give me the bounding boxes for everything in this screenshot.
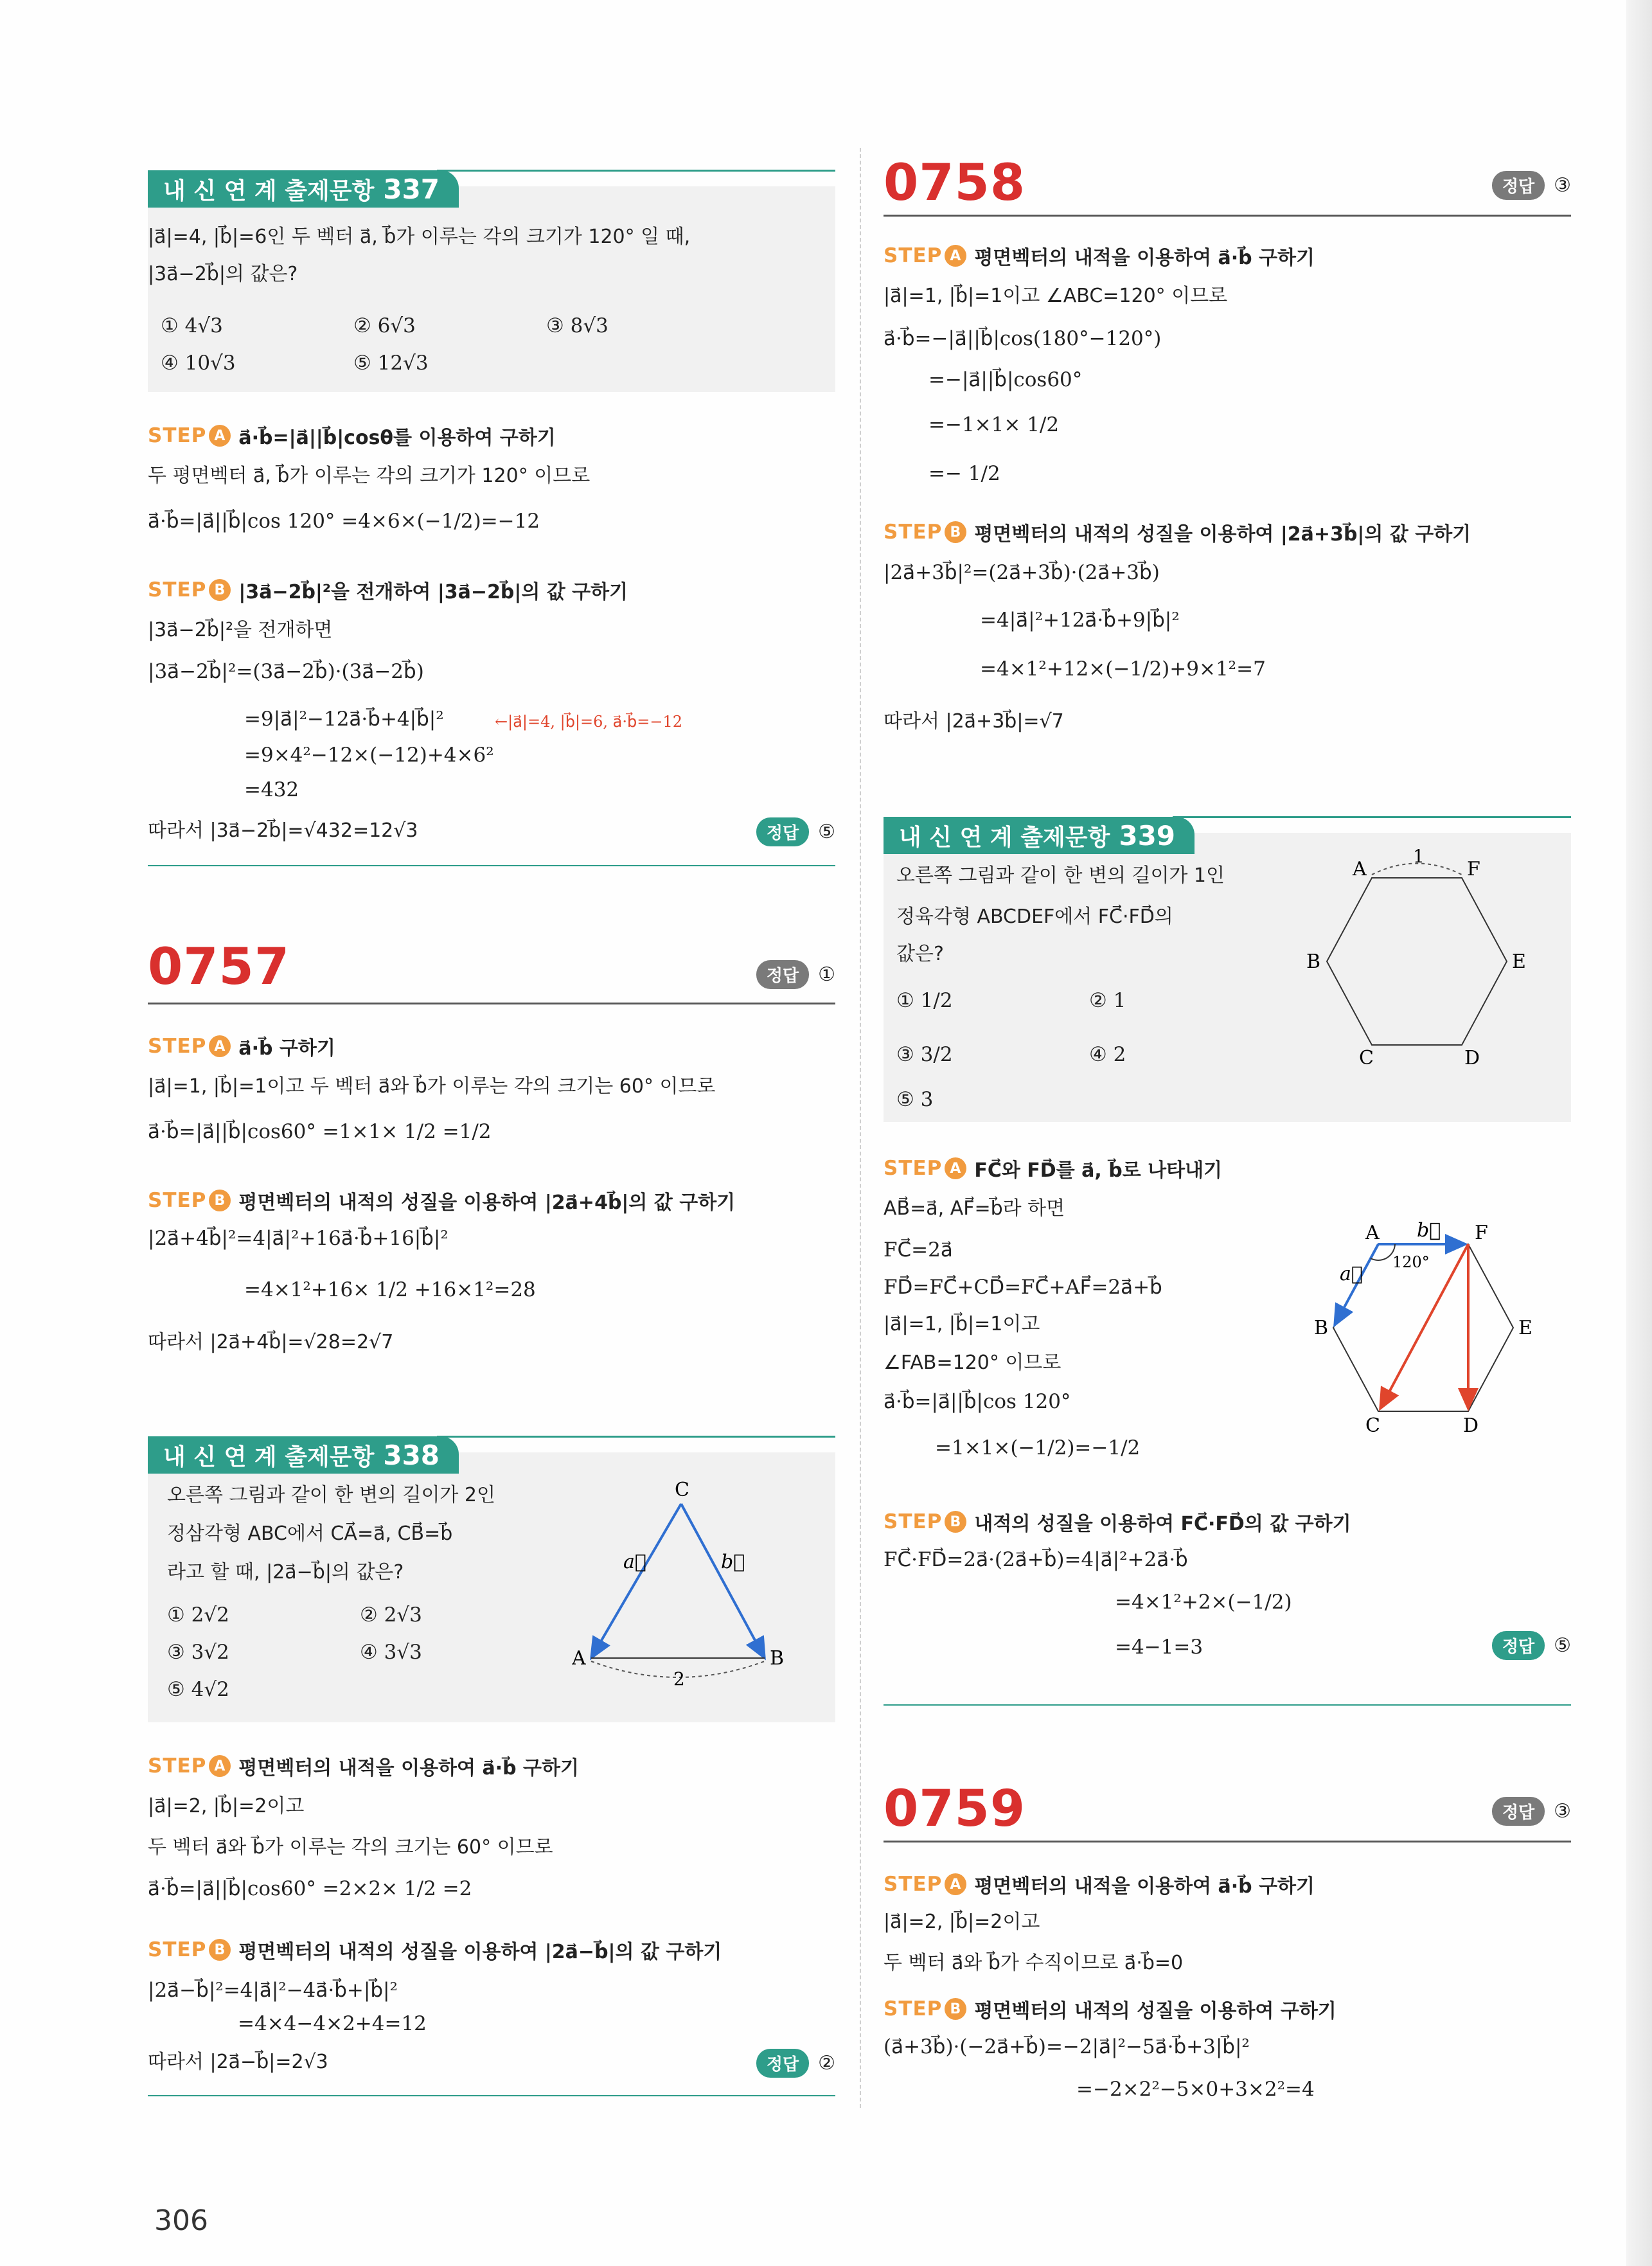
solution-line: |3a⃗−2b⃗|²=(3a⃗−2b⃗)·(3a⃗−2b⃗) [148,660,424,683]
vertex-label-a: A [1353,858,1367,880]
solution-line: FC⃗=2a⃗ [884,1238,953,1262]
choice: ② 6√3 [353,314,416,337]
choice: ④ 2 [1089,1043,1126,1066]
answer-label: 정답 [1492,1797,1545,1826]
header-line [437,1436,835,1438]
answer-badge [1492,171,1571,200]
page-edge-shadow [1626,0,1652,2266]
vertex-label-b: B [770,1647,785,1670]
tab-number: 337 [383,173,440,205]
question-line: 라고 할 때, |2a⃗−b⃗|의 값은? [167,1561,404,1584]
step-title: 평면벡터의 내적을 이용하여 a⃗·b⃗ 구하기 [974,247,1315,269]
vector-label-a: a⃗ [623,1551,646,1573]
answer-badge [756,817,835,846]
step-title: 평면벡터의 내적을 이용하여 a⃗·b⃗ 구하기 [974,1875,1315,1898]
vertex-label-f: F [1467,858,1480,880]
solution-line: |2a⃗+3b⃗|²=(2a⃗+3b⃗)·(2a⃗+3b⃗) [884,561,1160,584]
header-line [437,170,835,172]
solution-line: 따라서 |2a⃗−b⃗|=2√3 [148,2051,328,2073]
problem-tab [148,1436,459,1474]
problem-number: 0758 [884,154,1026,212]
solution-line: |a⃗|=2, |b⃗|=2이고 [884,1911,1040,1933]
solution-line: =432 [244,778,299,801]
answer-badge [1492,1631,1571,1660]
hexagon-shape [1327,878,1507,1045]
solution-line: 두 벡터 a⃗와 b⃗가 수직이므로 a⃗·b⃗=0 [884,1952,1184,1974]
vertex-label-b: B [1306,950,1321,973]
step-b: STEP B 평면벡터의 내적의 성질을 이용하여 |2a⃗+3b⃗|의 값 구하기 [884,518,1471,546]
answer-value: ② [818,2052,835,2074]
vertex-label-c: C [1365,1414,1380,1437]
side-length-label: 2 [673,1668,685,1690]
answer-label: 정답 [1492,171,1545,200]
solution-line: a⃗·b⃗=|a⃗||b⃗|cos 120° =4×6×(−1/2)=−12 [148,510,540,533]
triangle-figure [572,1472,790,1716]
question-line: 정육각형 ABCDEF에서 FC⃗·FD⃗의 [896,906,1173,928]
question-line: |3a⃗−2b⃗|의 값은? [148,263,298,285]
step-a: STEP A 평면벡터의 내적을 이용하여 a⃗·b⃗ 구하기 [148,1752,579,1780]
solution-line: =4|a⃗|²+12a⃗·b⃗+9|b⃗|² [980,609,1180,632]
solution-line: =9×4²−12×(−12)+4×6² [244,744,494,767]
step-b: STEP B |3a⃗−2b⃗|²을 전개하여 |3a⃗−2b⃗|의 값 구하기 [148,576,628,604]
step-title: 평면벡터의 내적을 이용하여 a⃗·b⃗ 구하기 [238,1757,579,1780]
side-length-label: 1 [1413,846,1425,867]
step-title: FC⃗와 FD⃗를 a⃗, b⃗로 나타내기 [974,1159,1223,1182]
page-number: 306 [154,2204,208,2237]
vector-a-arrow [591,1504,681,1658]
solution-line: FC⃗·FD⃗=2a⃗·(2a⃗+b⃗)=4|a⃗|²+2a⃗·b⃗ [884,1548,1188,1571]
solution-line: |a⃗|=1, |b⃗|=1이고 ∠ABC=120° 이므로 [884,285,1228,307]
vertex-label-c: C [675,1479,689,1501]
choice: ④ 10√3 [161,352,236,375]
step-title: a⃗·b⃗=|a⃗||b⃗|cosθ를 이용하여 구하기 [238,427,556,449]
choice: ③ 3/2 [896,1043,953,1066]
solution-line: ∠FAB=120° 이므로 [884,1352,1061,1374]
vertex-label-d: D [1464,1047,1480,1069]
vector-label-a: a⃗ [1340,1263,1363,1285]
answer-badge [1492,1797,1571,1826]
tab-label: 내 신 연 계 출제문항 [163,177,375,204]
solution-line: |a⃗|=1, |b⃗|=1이고 두 벡터 a⃗와 b⃗가 이루는 각의 크기는 60° 이므로 [148,1075,716,1098]
step-title: 내적의 성질을 이용하여 FC⃗·FD⃗의 값 구하기 [974,1513,1351,1535]
answer-label: 정답 [756,817,809,846]
solution-line: AB⃗=a⃗, AF⃗=b⃗라 하면 [884,1197,1065,1220]
angle-label: 120° [1392,1253,1430,1271]
number-underline [884,215,1571,217]
answer-badge [756,960,835,989]
step-b: STEP B 평면벡터의 내적의 성질을 이용하여 구하기 [884,1995,1337,2023]
choice: ③ 8√3 [546,314,608,337]
solution-line: =4×1²+12×(−1/2)+9×1²=7 [980,657,1266,681]
answer-label: 정답 [756,2049,809,2078]
solution-line: 따라서 |2a⃗+4b⃗|=√28=2√7 [148,1331,394,1353]
column-divider [860,148,861,2108]
number-underline [148,1003,835,1004]
tab-label: 내 신 연 계 출제문항 [899,824,1110,851]
vertex-label-d: D [1463,1414,1479,1437]
solution-line: 따라서 |3a⃗−2b⃗|=√432=12√3 [148,819,418,842]
step-b: STEP B 내적의 성질을 이용하여 FC⃗·FD⃗의 값 구하기 [884,1508,1351,1536]
step-a: STEP A FC⃗와 FD⃗를 a⃗, b⃗로 나타내기 [884,1154,1222,1182]
solution-line: |2a⃗+4b⃗|²=4|a⃗|²+16a⃗·b⃗+16|b⃗|² [148,1227,449,1250]
hexagon-figure [1288,839,1558,1084]
step-b: STEP B 평면벡터의 내적의 성질을 이용하여 |2a⃗+4b⃗|의 값 구하기 [148,1186,735,1215]
answer-value: ⑤ [818,821,835,843]
solution-line: a⃗·b⃗=|a⃗||b⃗|cos60° =2×2× 1/2 =2 [148,1877,472,1900]
choice: ⑤ 3 [896,1088,934,1111]
question-line: |a⃗|=4, |b⃗|=6인 두 벡터 a⃗, b⃗가 이루는 각의 크기가 120° 일 때, [148,226,691,248]
problem-header [148,1433,459,1477]
section-end-line [148,2095,835,2096]
tab-number: 339 [1119,819,1176,852]
tab-number: 338 [383,1439,440,1471]
solution-line: a⃗·b⃗=−|a⃗||b⃗|cos(180°−120°) [884,327,1162,350]
solution-line: |3a⃗−2b⃗|²을 전개하면 [148,619,333,641]
choice: ① 2√2 [167,1603,229,1627]
vertex-label-b: B [1314,1317,1329,1339]
problem-number: 0759 [884,1780,1026,1838]
solution-line: (a⃗+3b⃗)·(−2a⃗+b⃗)=−2|a⃗|²−5a⃗·b⃗+3|b⃗|² [884,2035,1250,2058]
step-title: a⃗·b⃗ 구하기 [238,1037,335,1060]
step-a: STEP A a⃗·b⃗=|a⃗||b⃗|cosθ를 이용하여 구하기 [148,422,556,450]
solution-line: 두 평면벡터 a⃗, b⃗가 이루는 각의 크기가 120° 이므로 [148,465,591,487]
answer-label: 정답 [756,960,809,989]
vertex-label-f: F [1475,1222,1488,1244]
answer-value: ③ [1554,1800,1571,1823]
vertex-label-e: E [1512,950,1526,973]
answer-value: ① [818,963,835,986]
vertex-label-a: A [572,1647,586,1670]
step-a: STEP A a⃗·b⃗ 구하기 [148,1032,335,1060]
question-line: 값은? [896,943,944,965]
question-line: 오른쪽 그림과 같이 한 변의 길이가 1인 [896,864,1225,887]
step-b: STEP B 평면벡터의 내적의 성질을 이용하여 |2a⃗−b⃗|의 값 구하기 [148,1936,722,1964]
vector-label-b: b⃗ [1417,1219,1441,1242]
solution-line: a⃗·b⃗=|a⃗||b⃗|cos 120° [884,1390,1071,1413]
vector-label-b: b⃗ [721,1551,745,1573]
step-a: STEP A 평면벡터의 내적을 이용하여 a⃗·b⃗ 구하기 [884,242,1315,270]
answer-value: ⑤ [1554,1634,1571,1657]
question-line: 오른쪽 그림과 같이 한 변의 길이가 2인 [167,1484,496,1506]
solution-line: =− 1/2 [928,462,1000,485]
answer-label: 정답 [1492,1631,1545,1660]
solution-line: |a⃗|=2, |b⃗|=2이고 [148,1795,305,1817]
solution-line: =4×4−4×2+4=12 [238,2012,427,2035]
section-end-line [884,1704,1571,1706]
choice: ④ 3√3 [360,1641,422,1664]
solution-line: 두 벡터 a⃗와 b⃗가 이루는 각의 크기는 60° 이므로 [148,1836,553,1859]
choice: ② 1 [1089,989,1126,1012]
problem-tab [148,170,459,208]
tab-label: 내 신 연 계 출제문항 [163,1443,375,1470]
header-line [1173,816,1571,818]
step-title: 평면벡터의 내적의 성질을 이용하여 |2a⃗+3b⃗|의 값 구하기 [974,523,1471,546]
choice: ② 2√3 [360,1603,422,1627]
solution-line: =4×1²+2×(−1/2) [1115,1591,1292,1614]
solution-line: =−2×2²−5×0+3×2²=4 [1076,2078,1315,2101]
solution-line: =4×1²+16× 1/2 +16×1²=28 [244,1278,536,1301]
solution-line: a⃗·b⃗=|a⃗||b⃗|cos60° =1×1× 1/2 =1/2 [148,1120,492,1143]
problem-header [884,814,1195,857]
vertex-label-c: C [1359,1047,1374,1069]
solution-line: =−|a⃗||b⃗|cos60° [928,368,1083,391]
vector-b-arrow [681,1504,765,1658]
section-end-line [148,865,835,866]
vertex-label-a: A [1365,1222,1380,1244]
solution-line: |2a⃗−b⃗|²=4|a⃗|²−4a⃗·b⃗+|b⃗|² [148,1979,398,2002]
solution-line: =9|a⃗|²−12a⃗·b⃗+4|b⃗|² [244,708,444,731]
problem-header [148,167,459,211]
solution-line: FD⃗=FC⃗+CD⃗=FC⃗+AF⃗=2a⃗+b⃗ [884,1276,1162,1299]
solution-line: =1×1×(−1/2)=−1/2 [935,1436,1141,1459]
solution-line: 따라서 |2a⃗+3b⃗|=√7 [884,710,1064,733]
choice: ① 4√3 [161,314,223,337]
choice: ⑤ 4√2 [167,1678,229,1701]
step-title: 평면벡터의 내적의 성질을 이용하여 |2a⃗−b⃗|의 값 구하기 [238,1941,722,1963]
choice: ⑤ 12√3 [353,352,429,375]
number-underline [884,1841,1571,1842]
hexagon-vector-figure [1295,1199,1565,1456]
question-box [148,186,835,392]
step-a: STEP A 평면벡터의 내적을 이용하여 a⃗·b⃗ 구하기 [884,1870,1315,1898]
solution-line: |a⃗|=1, |b⃗|=1이고 [884,1313,1040,1335]
solution-line: =−1×1× 1/2 [928,413,1060,436]
answer-badge [756,2049,835,2078]
vertex-label-e: E [1518,1317,1532,1339]
choice: ① 1/2 [896,989,953,1012]
step-title: |3a⃗−2b⃗|²을 전개하여 |3a⃗−2b⃗|의 값 구하기 [238,581,628,603]
choice: ③ 3√2 [167,1641,229,1664]
step-title: 평면벡터의 내적의 성질을 이용하여 구하기 [974,2000,1337,2022]
step-title: 평면벡터의 내적의 성질을 이용하여 |2a⃗+4b⃗|의 값 구하기 [238,1191,736,1214]
question-line: 정삼각형 ABC에서 CA⃗=a⃗, CB⃗=b⃗ [167,1522,453,1545]
answer-value: ③ [1554,174,1571,197]
hint-note: ←|a⃗|=4, |b⃗|=6, a⃗·b⃗=−12 [495,713,682,731]
problem-tab [884,817,1195,854]
solution-line: =4−1=3 [1115,1636,1203,1659]
problem-number: 0757 [148,938,290,996]
